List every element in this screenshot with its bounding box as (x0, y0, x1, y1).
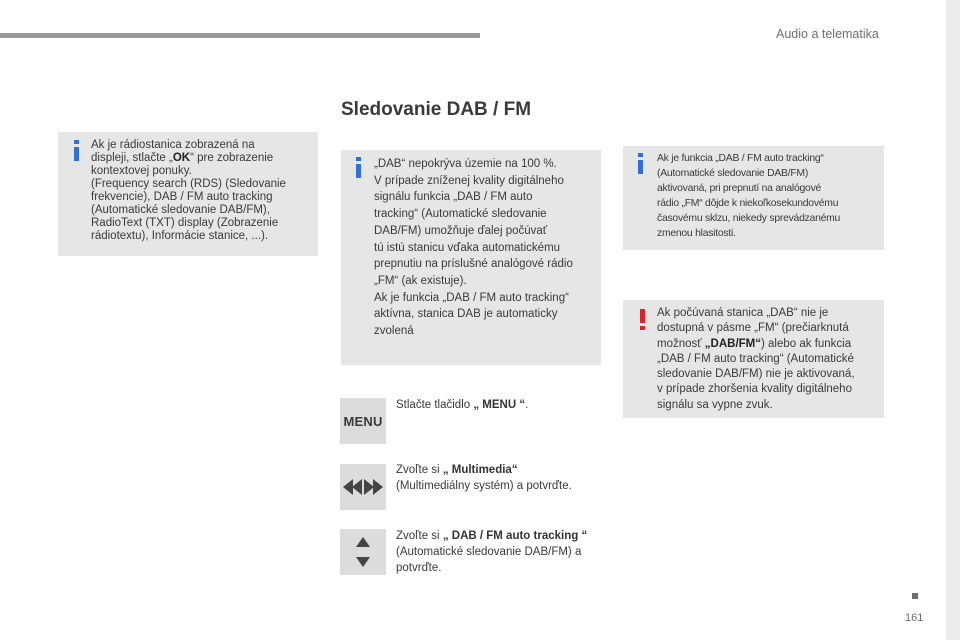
right-info-line: zmenou hlasitosti. (657, 227, 736, 239)
step-1-text: Stlačte tlačidlo „ MENU “. (396, 399, 529, 411)
warning-line: dostupná v pásme „FM“ (prečiarknutá (657, 322, 849, 335)
left-info-line: kontextovej ponuky. (91, 165, 192, 177)
right-info-line: aktivovaná, pri prepnutí na analógové (657, 182, 822, 194)
right-info-line: časovému sklzu, niekedy sprevádzanému (657, 212, 841, 224)
info-icon (74, 140, 79, 161)
warning-text (657, 306, 882, 413)
right-info-line: Ak je funkcia „DAB / FM auto tracking“ (657, 153, 824, 164)
warning-line: Ak počúvaná stanica „DAB“ nie je (657, 307, 829, 319)
left-info-line: Ak je rádiostanica zobrazená na (91, 139, 255, 151)
seek-arrows-icon (341, 476, 385, 498)
section-title: Audio a telematika (776, 27, 879, 41)
menu-key[interactable] (340, 398, 386, 444)
ok-label: OK (172, 152, 191, 164)
up-down-key[interactable] (340, 529, 386, 575)
menu-label: „ MENU “ (473, 399, 526, 411)
info-icon (638, 153, 643, 174)
page-marker (912, 593, 918, 599)
warning-line: možnosť „DAB/FM“) alebo ak funkcia (657, 337, 852, 350)
middle-info-line: tracking“ (Automatické sledovanie (374, 208, 547, 221)
right-info-text (657, 152, 883, 241)
left-info-text (91, 139, 316, 243)
multimedia-label: „ Multimedia“ (442, 464, 518, 476)
middle-info-line: signálu funkcia „DAB / FM auto (374, 191, 533, 204)
dab-fm-auto-tracking-label: „ DAB / FM auto tracking “ (442, 530, 588, 542)
middle-info-line: zvolená (374, 325, 414, 338)
warning-line: „DAB / FM auto tracking“ (Automatické (657, 352, 854, 365)
middle-info-line: DAB/FM) umožňuje ďalej počúvať (374, 224, 548, 237)
middle-info-line: prepnutiu na príslušné analógové rádio (374, 258, 573, 271)
seek-arrows-key[interactable] (340, 464, 386, 510)
step-3-text: Zvoľte si „ DAB / FM auto tracking “ (Automatické sledovanie DAB/FM) a potvrďte. (396, 530, 588, 574)
left-info-line: (Frequency search (RDS) (Sledovanie (91, 178, 286, 190)
left-info-line: RadioText (TXT) display (Zobrazenie (91, 217, 279, 229)
middle-info-line: V prípade zníženej kvality digitálneho (374, 174, 564, 187)
up-down-arrows-icon (353, 535, 373, 569)
middle-info-line: Ak je funkcia „DAB / FM auto tracking“ (374, 291, 569, 304)
left-info-line: displeji, stlačte „OK“ pre zobrazenie (91, 152, 274, 164)
menu-key-label: MENU (343, 413, 383, 429)
middle-info-line: „FM“ (ak existuje). (374, 274, 467, 287)
middle-info-line: „DAB“ nepokrýva územie na 100 %. (374, 158, 557, 170)
right-info-line: rádio „FM“ dôjde k niekoľkosekundovému (657, 197, 839, 209)
warning-line: signálu sa vypne zvuk. (657, 398, 773, 411)
page-number: 161 (905, 612, 924, 624)
page-edge-strip (946, 0, 960, 640)
exclamation-icon (640, 309, 645, 330)
middle-info-line: tú istú stanicu vďaka automatickému (374, 241, 561, 254)
warning-line: v prípade zhoršenia kvality digitálneho (657, 383, 852, 396)
left-info-line: rádiotextu), Informácie stanice, ...). (91, 230, 269, 242)
middle-info-line: aktívna, stanica DAB je automaticky (374, 308, 558, 321)
dab-fm-option-label: „DAB/FM“ (704, 337, 761, 350)
step-2-text: Zvoľte si „ Multimedia“ (Multimediálny systém) a potvrďte. (396, 464, 572, 492)
left-info-line: (Automatické sledovanie DAB/FM), (91, 204, 270, 216)
info-icon (356, 157, 361, 178)
right-info-line: (Automatické sledovanie DAB/FM) (657, 167, 809, 179)
header-rule (0, 33, 480, 38)
middle-info-text (374, 156, 596, 340)
warning-line: sledovanie DAB/FM) nie je aktivovaná, (657, 368, 855, 381)
page-title: Sledovanie DAB / FM (341, 99, 532, 120)
left-info-line: frekvencie), DAB / FM auto tracking (91, 191, 273, 203)
